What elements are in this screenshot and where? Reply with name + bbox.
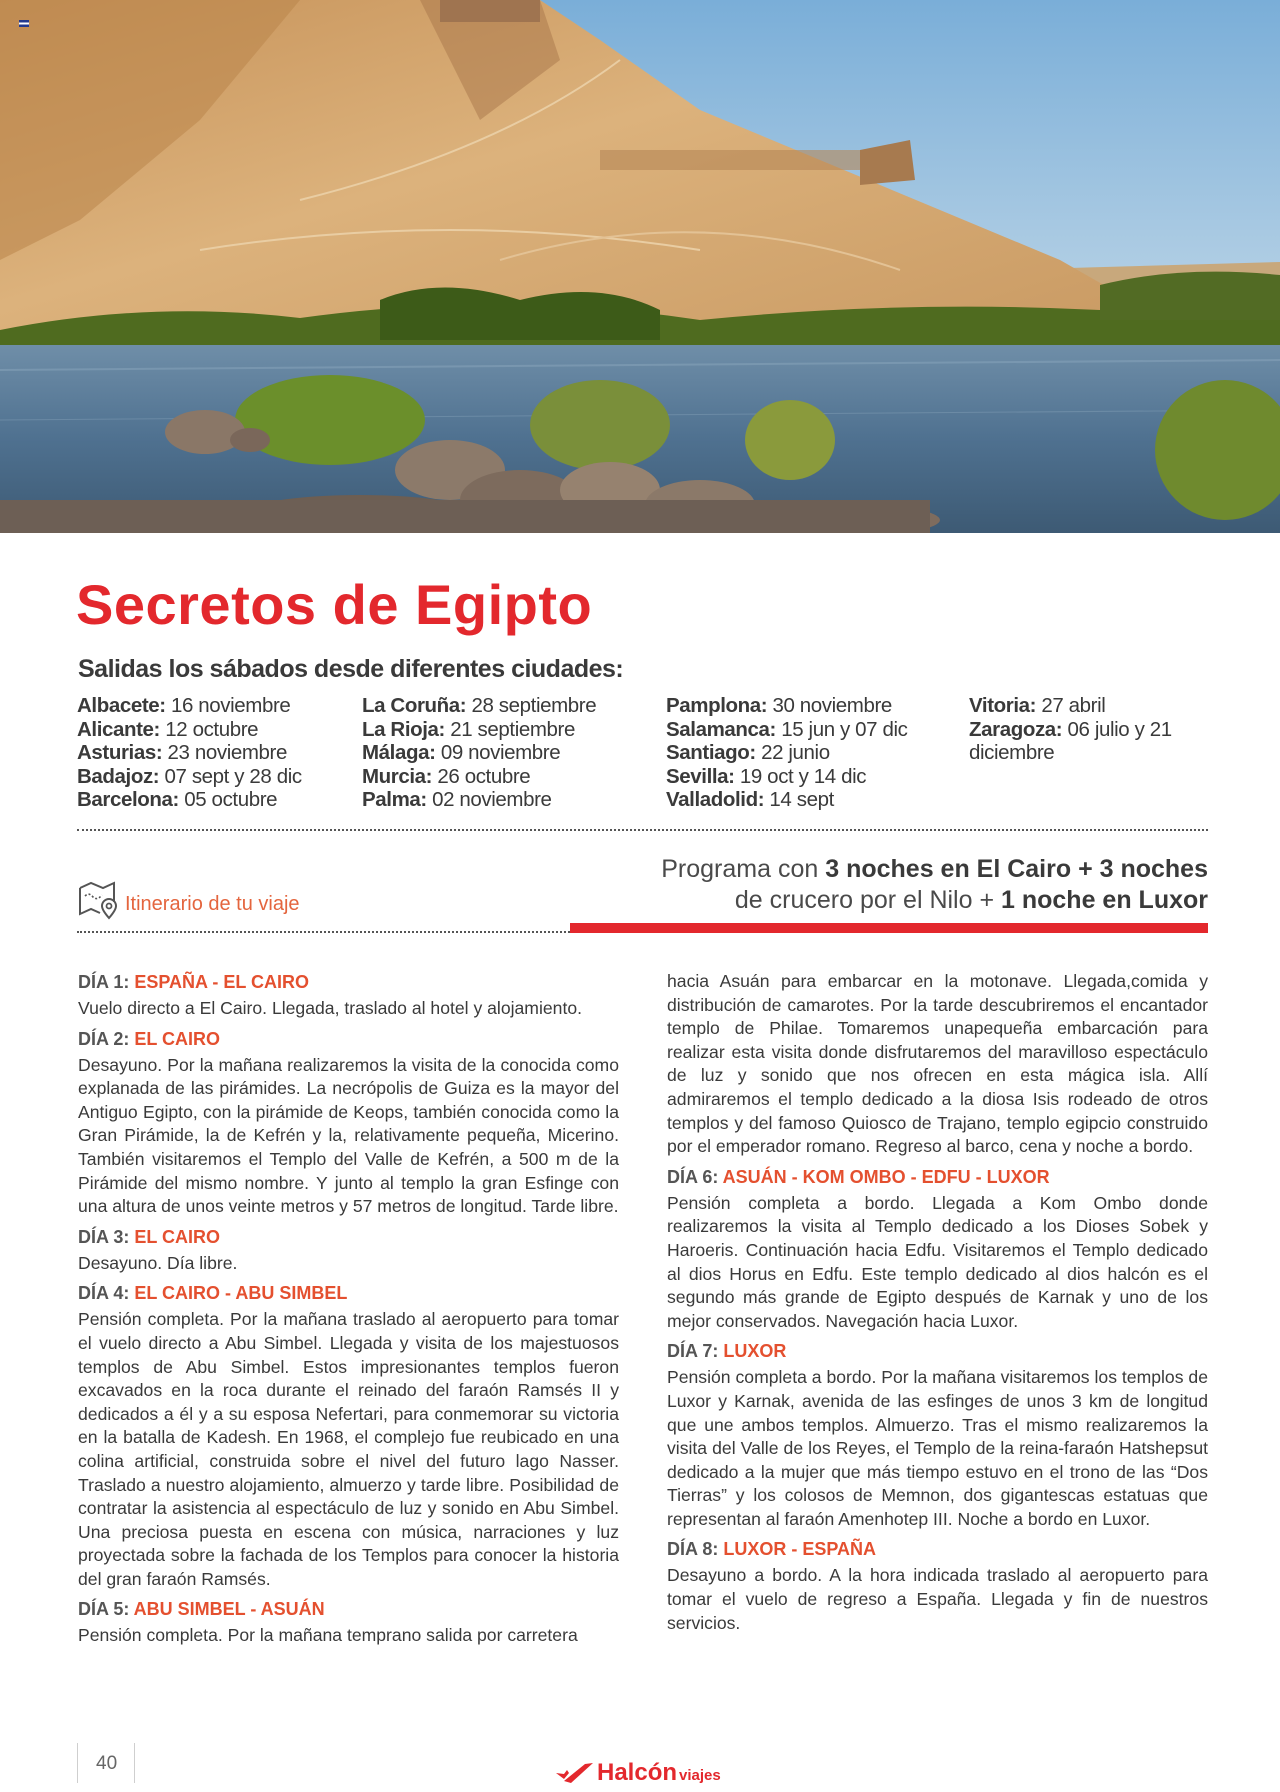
day-heading: DÍA 8: LUXOR - ESPAÑA: [667, 1539, 877, 1560]
departure-row: Zaragoza: 06 julio y 21 diciembre: [969, 717, 1172, 764]
day-heading: DÍA 1: ESPAÑA - EL CAIRO: [78, 972, 310, 992]
flag-icon: [19, 20, 29, 27]
hero-photo-nile: [0, 0, 1280, 533]
map-pin-icon: [78, 880, 120, 920]
day-block: [667, 1537, 1208, 1635]
day-block: [78, 1225, 619, 1276]
page-number: 40: [96, 1753, 118, 1774]
page-title: Secretos de Egipto: [76, 573, 593, 636]
halcon-logo-icon: [555, 1761, 595, 1785]
departure-row: Valladolid: 14 sept: [666, 788, 834, 811]
departure-row: Santiago: 22 junio: [666, 741, 830, 764]
footer-divider: [77, 1743, 78, 1783]
footer-divider: [134, 1743, 135, 1783]
departure-row: Pamplona: 30 noviembre: [666, 694, 892, 717]
departure-row: La Rioja: 21 septiembre: [362, 717, 575, 741]
departures-column-1: [77, 694, 302, 812]
day-block: [78, 970, 619, 1021]
departure-row: Vitoria: 27 abril: [969, 694, 1106, 717]
day-description: Desayuno a bordo. A la hora indicada traslado al aeropuerto para tomar el vuelo de regreso a España. Llegada y fin de nuestros servicios.: [667, 1565, 1208, 1633]
departure-row: Asturias: 23 noviembre: [77, 741, 287, 764]
program-summary: [661, 854, 1208, 916]
program-line-1: Programa con 3 noches en El Cairo + 3 noches: [661, 855, 1208, 883]
dotted-divider: [77, 829, 1208, 831]
departure-row: Albacete: 16 noviembre: [77, 694, 291, 717]
dotted-divider: [77, 931, 570, 933]
departures-column-3: [666, 694, 907, 812]
departure-row: Alicante: 12 octubre: [77, 717, 259, 741]
day-block: [667, 1339, 1208, 1531]
day-description: Desayuno. Día libre.: [78, 1252, 238, 1273]
day-heading: DÍA 5: ABU SIMBEL - ASUÁN: [78, 1599, 325, 1620]
day-heading: DÍA 2: EL CAIRO: [78, 1028, 221, 1049]
day-block: [667, 970, 1208, 1159]
day-heading: DÍA 4: EL CAIRO - ABU SIMBEL: [78, 1283, 348, 1304]
departure-row: Badajoz: 07 sept y 28 dic: [77, 764, 302, 788]
brand-logo: [555, 1755, 721, 1785]
departure-row: Málaga: 09 noviembre: [362, 741, 561, 764]
itinerary-column-right: [667, 970, 1208, 1641]
departure-row: Sevilla: 19 oct y 14 dic: [666, 764, 867, 788]
day-heading: DÍA 7: LUXOR: [667, 1341, 787, 1362]
day-heading: DÍA 3: EL CAIRO: [78, 1226, 221, 1247]
departure-row: La Coruña: 28 septiembre: [362, 694, 597, 717]
brand-sub: viajes: [679, 1767, 721, 1784]
departure-row: Murcia: 26 octubre: [362, 764, 531, 788]
day-description: Vuelo directo a El Cairo. Llegada, traslado al hotel y alojamiento.: [78, 998, 582, 1018]
day-description: Pensión completa a bordo. Llegada a Kom Ombo donde realizaremos la visita al Templo dedicado a los Dioses Sobek y Haroeris. Continuación hacia Edfu. Visitaremos el Templo dedicado al dios Horus en Edfu. Este templo dedicado al dios halcón es el segundo más grande de Egipto después de Karnak y uno de los mejor conservados. Navegación hacia Luxor.: [667, 1192, 1208, 1331]
departure-row: Salamanca: 15 jun y 07 dic: [666, 717, 908, 741]
departure-row: Palma: 02 noviembre: [362, 788, 552, 811]
day-description: Pensión completa. Por la mañana traslado al aeropuerto para tomar el vuelo directo a Abu Simbel. Llegada y visita de los majestuosos templos de Abu Simbel. Estos impresionantes templos fueron excavados en la roca durante el reinado del faraón Ramsés II y dedicados a él y a su esposa Nefertari, para conmemorar su victoria en la batalla de Kadesh. En 1968, el complejo fue reubicado en una colina artificial, construida sobre el nivel del futuro lago Nasser. Traslado a nuestro alojamiento, almuerzo y tarde libre. Posibilidad de contratar la asistencia al espectáculo de luz y sonido en Abu Simbel. Una preciosa puesta en escena con música, narraciones y luz proyectada sobre la fachada de los Templos para conocer la historia del gran faraón Ramsés.: [78, 1309, 619, 1589]
day-block: [78, 1281, 619, 1591]
brand-name: Halcón: [597, 1759, 678, 1786]
day-description: Desayuno. Por la mañana realizaremos la visita de la conocida como explanada de las pirámides. La necrópolis de Guiza es la mayor del Antiguo Egipto, con la pirámide de Keops, también conocida como la Gran Pirámide, la de Kefrén y la, relativamente pequeña, Micerino. También visitaremos el Templo del Valle de Kefrén, a 500 m de la Pirámide del mismo nombre. Y junto al templo la gran Esfinge con una altura de unos veinte metros y 57 metros de longitud. Tarde libre.: [78, 1054, 619, 1217]
departures-column-4: [969, 694, 1199, 765]
day-description: Pensión completa. Por la mañana temprano salida por carretera: [78, 1625, 578, 1646]
departures-column-2: [362, 694, 596, 812]
departure-row: Barcelona: 05 octubre: [77, 788, 278, 811]
day-block: [667, 1165, 1208, 1334]
itinerary-label: Itinerario de tu viaje: [125, 893, 300, 915]
day-block: [78, 1597, 619, 1648]
day-block: [78, 1027, 619, 1219]
day-description: hacia Asuán para embarcar en la motonave. Llegada,comida y distribución de camarotes. Por la tarde descubriremos el encantador templo de Philae. Tomaremos unapequeña embarcación para realizar esta visita donde disfrutaremos del maravilloso espectáculo de luz y sonido que nos ofrecen en esta mágica isla. Allí admiraremos el templo dedicado a la diosa Isis rodeado de otros templos y del famoso Quiosco de Trajano, templo egipcio construido por el emperador romano. Regreso al barco, cena y noche a bordo.: [667, 971, 1208, 1157]
itinerary-column-left: [78, 970, 619, 1654]
accent-bar: [570, 923, 1208, 933]
day-description: Pensión completa a bordo. Por la mañana visitaremos los templos de Luxor y Karnak, avenida de las esfinges de unos 3 km de longitud que une ambos templos. Almuerzo. Tras el mismo realizaremos la visita del Valle de los Reyes, el Templo de la reina-faraón Hatshepsut dedicado a la mujer que más tiempo estuvo en el trono de las “Dos Tierras” y los colosos de Memnon, dos gigantescas estatuas que representan al faraón Amenhotep III. Noche a bordo en Luxor.: [667, 1367, 1208, 1529]
program-line-2: de crucero por el Nilo + 1 noche en Luxor: [734, 886, 1208, 914]
departures-subtitle: Salidas los sábados desde diferentes ciudades:: [78, 655, 624, 683]
day-heading: DÍA 6: ASUÁN - KOM OMBO - EDFU - LUXOR: [667, 1166, 1050, 1187]
